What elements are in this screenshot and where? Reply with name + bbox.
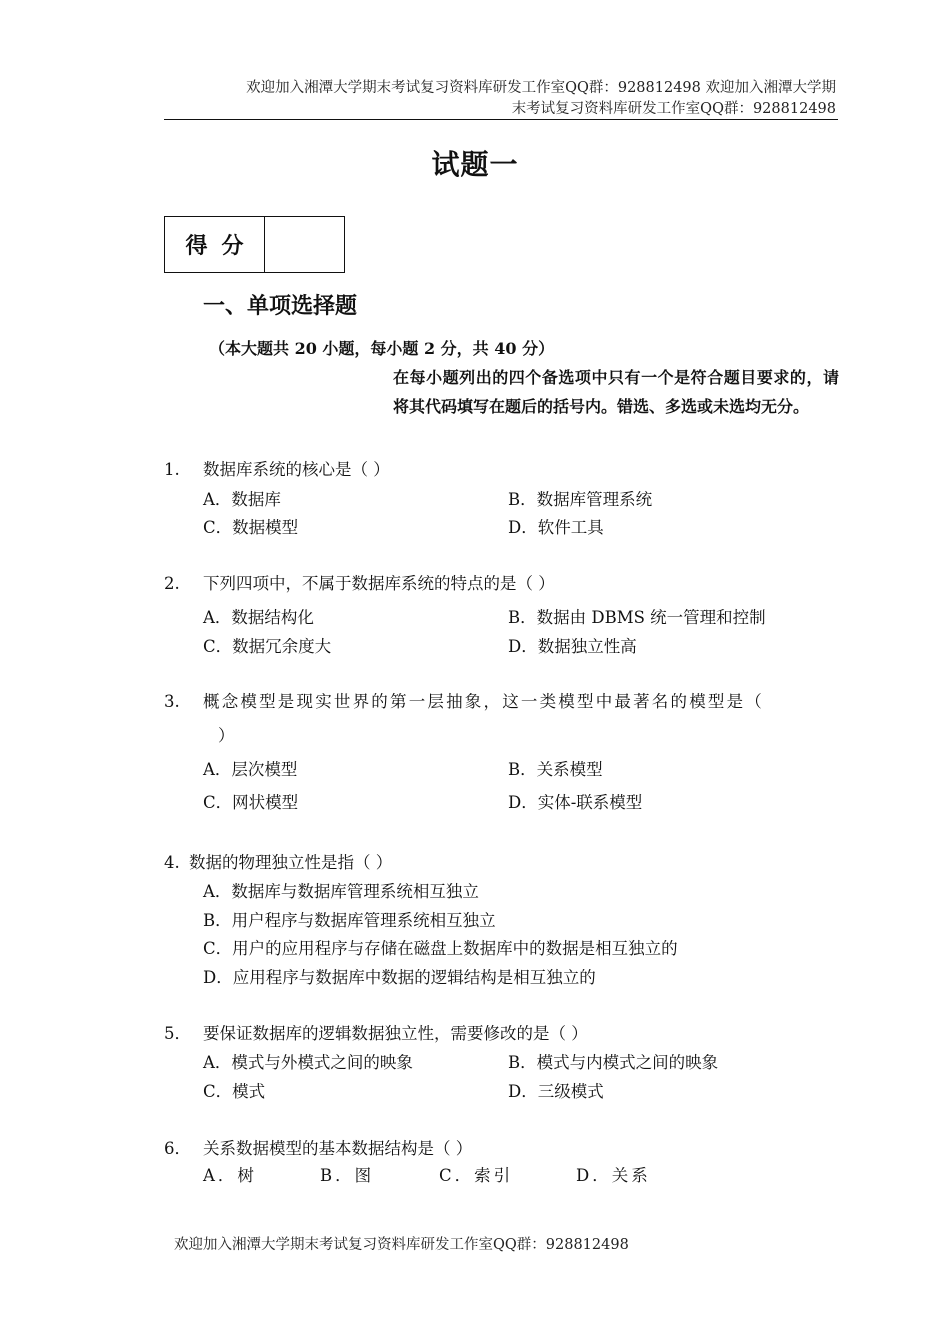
- option-d: D．实体-联系模型: [508, 793, 643, 812]
- option-d: D．三级模式: [508, 1082, 604, 1101]
- question-number: 2.: [164, 574, 180, 593]
- section-title: 一、单项选择题: [203, 294, 358, 319]
- option-b: B．用户程序与数据库管理系统相互独立: [203, 911, 496, 930]
- option-c: C．数据模型: [203, 518, 299, 537]
- page-title: 试题一: [431, 148, 519, 181]
- score-value-cell: [265, 217, 344, 272]
- question-stem: 要保证数据库的逻辑数据独立性，需要修改的是（ ）: [203, 1024, 588, 1043]
- option-a: A．数据库: [203, 490, 281, 509]
- question-number: 1.: [164, 460, 180, 479]
- option-a: A．数据库与数据库管理系统相互独立: [203, 882, 479, 901]
- question-stem: 数据的物理独立性是指（ ）: [189, 853, 393, 872]
- option-a: A．模式与外模式之间的映象: [203, 1053, 413, 1072]
- option-d: D．关系: [576, 1166, 651, 1185]
- question-number: 5．: [164, 1024, 191, 1043]
- option-b: B．图: [320, 1166, 375, 1185]
- score-box: [164, 216, 345, 273]
- question-number: 3.: [164, 692, 180, 711]
- option-b: B．模式与内模式之间的映象: [508, 1053, 719, 1072]
- option-c: C．索引: [439, 1166, 514, 1185]
- header-line-2: 末考试复习资料库研发工作室QQ群：928812498: [511, 101, 836, 117]
- option-c: C．数据冗余度大: [203, 637, 332, 656]
- option-d: D．应用程序与数据库中数据的逻辑结构是相互独立的: [203, 968, 596, 987]
- section-instruction: 在每小题列出的四个备选项中只有一个是符合题目要求的，请将其代码填写在题后的括号内。错选、多选或未选均无分。: [393, 368, 839, 416]
- question-stem-continuation: ）: [218, 726, 235, 745]
- option-c: C．网状模型: [203, 793, 299, 812]
- question-stem: 数据库系统的核心是（ ）: [203, 460, 390, 479]
- option-d: D．数据独立性高: [508, 637, 637, 656]
- option-b: B．关系模型: [508, 760, 603, 779]
- question-stem: 关系数据模型的基本数据结构是（ ）: [203, 1139, 473, 1158]
- page-footer: 欢迎加入湘潭大学期末考试复习资料库研发工作室QQ群：928812498: [174, 1237, 629, 1253]
- option-a: A．树: [203, 1166, 257, 1185]
- question-stem: 概念模型是现实世界的第一层抽象，这一类模型中最著名的模型是（: [203, 692, 764, 711]
- page-header: [164, 78, 836, 120]
- section-subtitle: （本大题共 20 小题，每小题 2 分，共 40 分）: [209, 339, 555, 358]
- option-a: A．数据结构化: [203, 608, 314, 627]
- option-a: A．层次模型: [203, 760, 298, 779]
- question-number: 6．: [164, 1139, 191, 1158]
- score-label: 得分: [165, 217, 265, 272]
- option-b: B．数据库管理系统: [508, 490, 653, 509]
- header-line-1: 欢迎加入湘潭大学期末考试复习资料库研发工作室QQ群：928812498 欢迎加入湘潭大学期: [246, 80, 836, 96]
- option-c: C．用户的应用程序与存储在磁盘上数据库中的数据是相互独立的: [203, 939, 678, 958]
- option-b: B．数据由 DBMS 统一管理和控制: [508, 608, 766, 627]
- header-divider: [164, 119, 838, 120]
- question-stem: 下列四项中，不属于数据库系统的特点的是（ ）: [203, 574, 555, 593]
- question-number: 4.: [164, 853, 180, 872]
- option-c: C．模式: [203, 1082, 266, 1101]
- option-d: D．软件工具: [508, 518, 604, 537]
